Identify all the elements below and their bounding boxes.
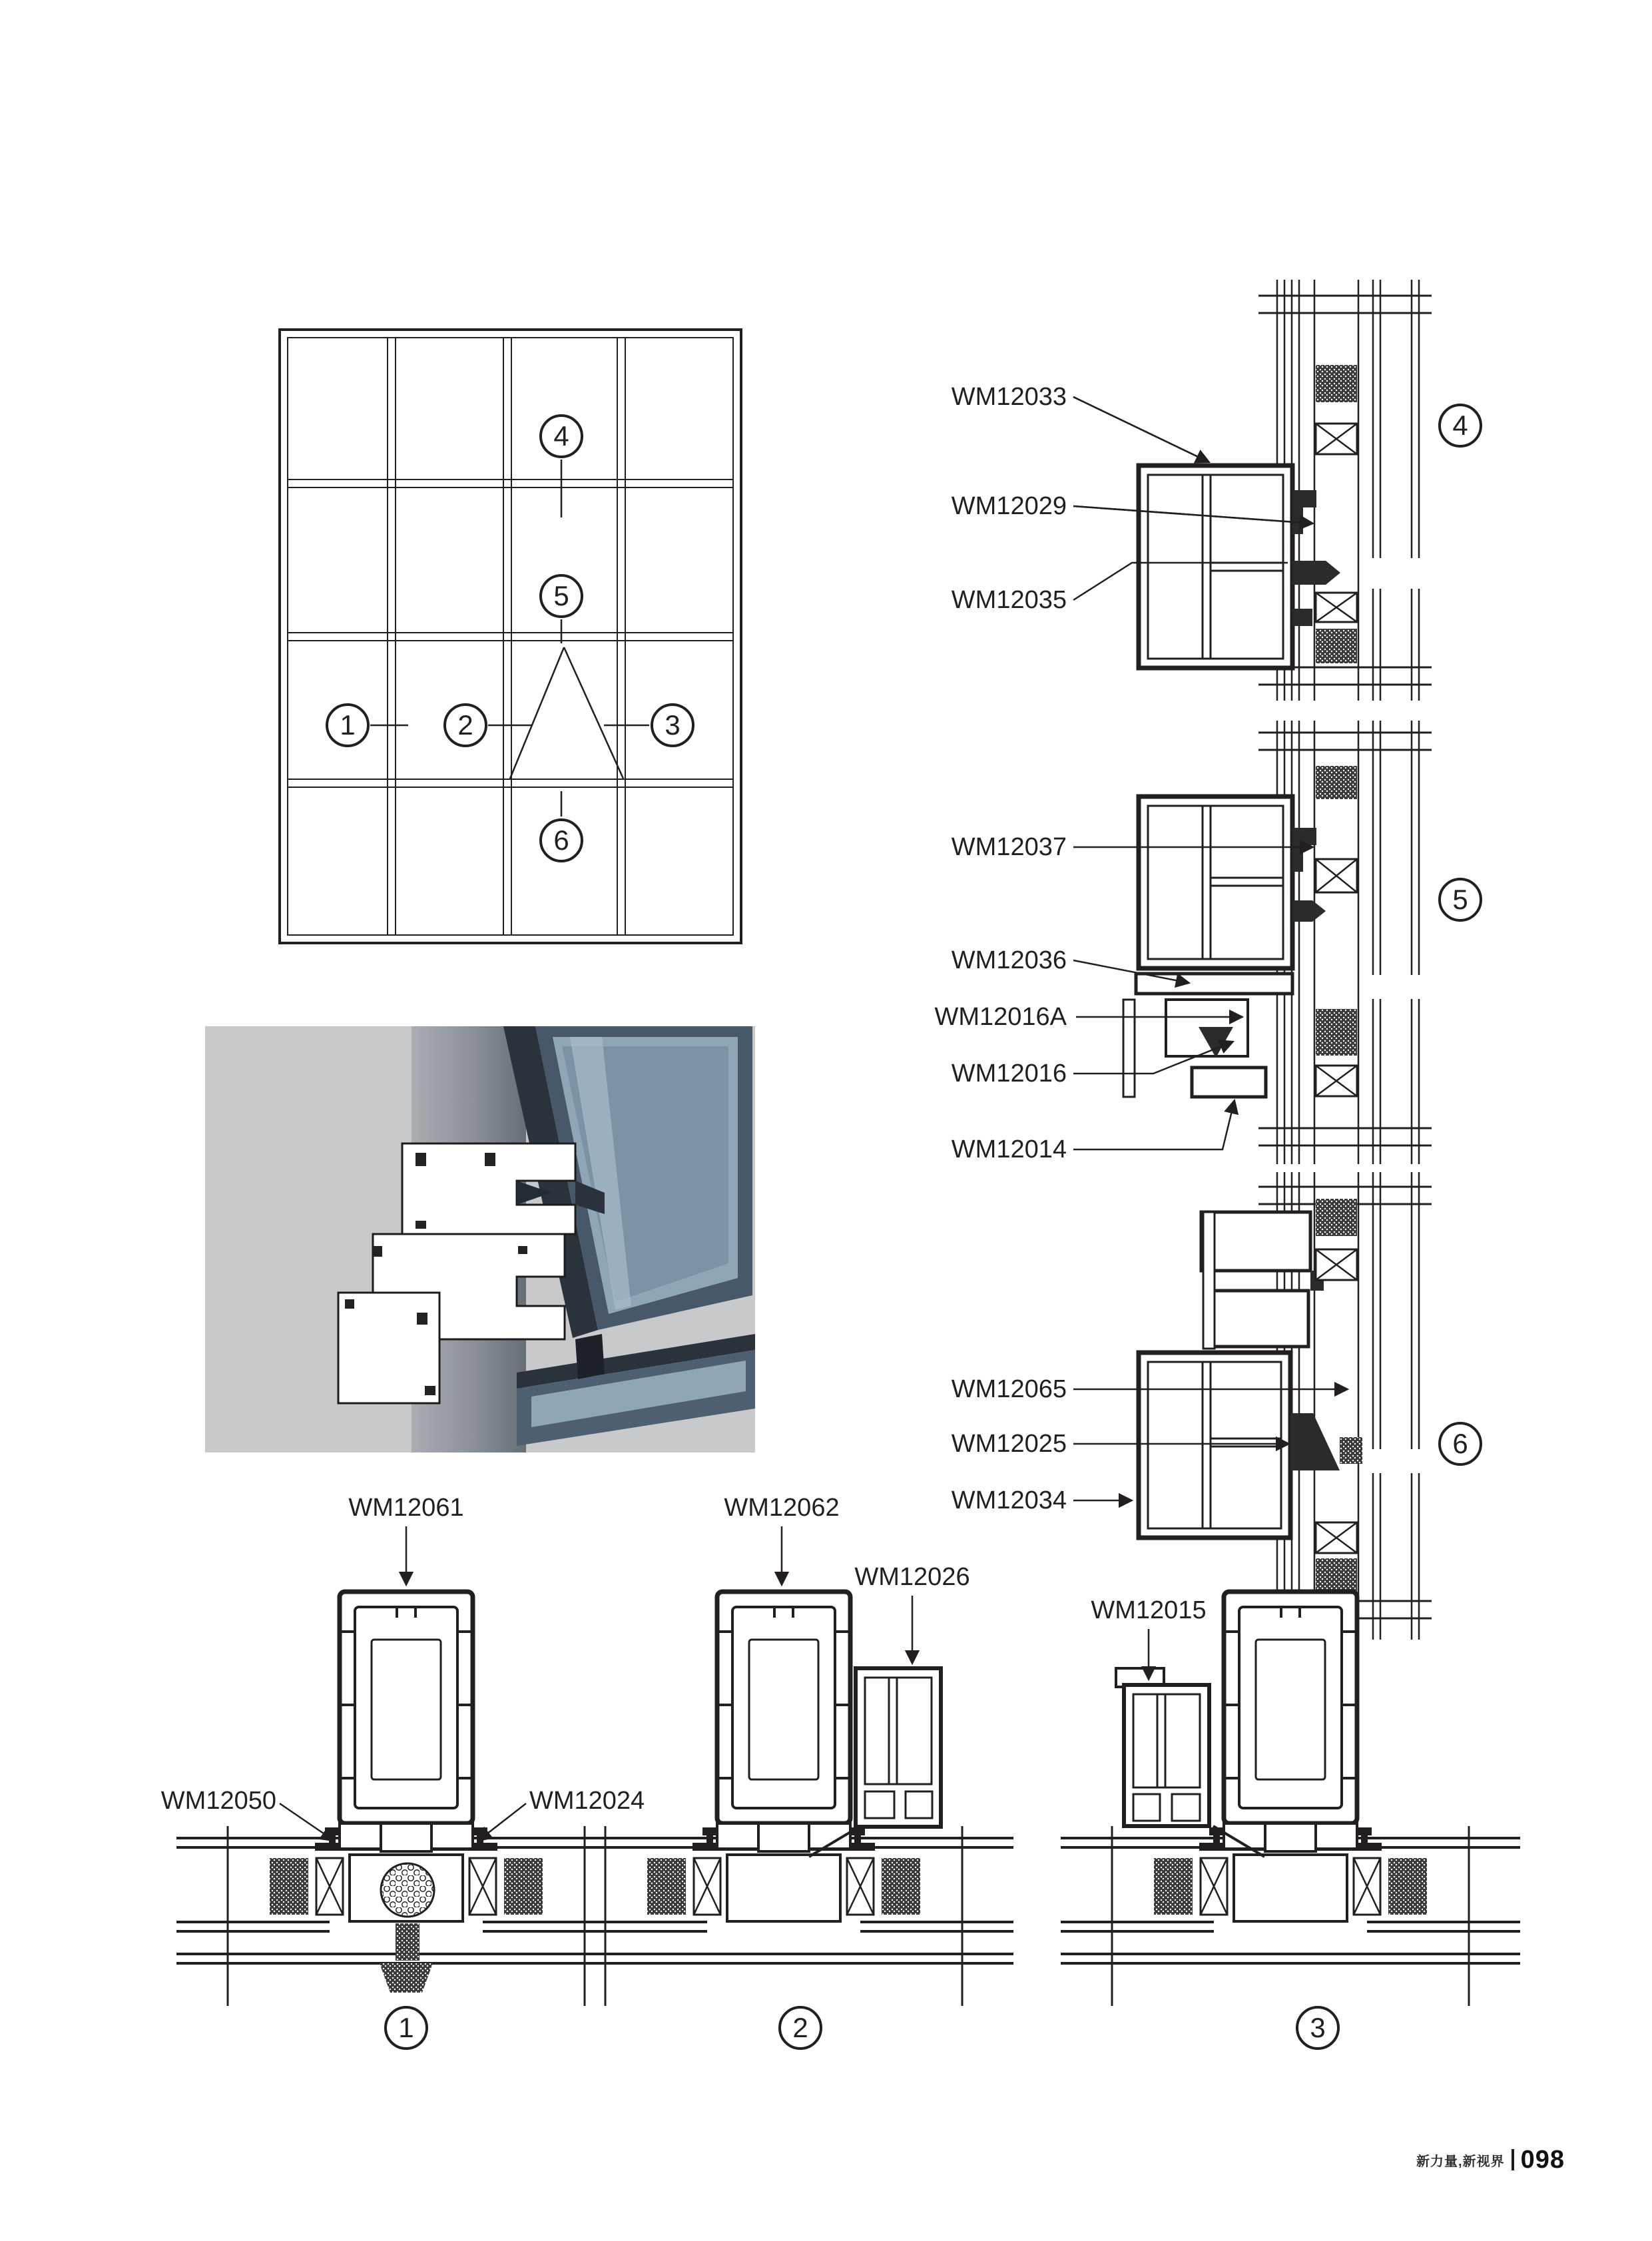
- label-wm12029: WM12029: [951, 492, 1067, 520]
- detail-4-callout: [1438, 404, 1482, 448]
- profile-render-art: [205, 1026, 755, 1452]
- callout-number: 1: [340, 709, 356, 741]
- detail-6-callout: [1438, 1422, 1482, 1466]
- elevation-callout-5: [539, 574, 583, 618]
- callout-number: 1: [398, 2012, 414, 2043]
- label-wm12050: WM12050: [160, 1787, 276, 1815]
- detail-5-callout: [1438, 878, 1482, 922]
- callout-number: 5: [553, 580, 569, 611]
- detail-1-callout: [384, 2006, 428, 2050]
- label-wm12034: WM12034: [951, 1486, 1067, 1514]
- label-wm12016a: WM12016A: [934, 1003, 1067, 1031]
- vent-triangle: [510, 647, 623, 779]
- detail-5-section: [1073, 721, 1432, 1164]
- label-wm12016: WM12016: [951, 1060, 1067, 1088]
- label-wm12036: WM12036: [951, 946, 1067, 974]
- callout-number: 3: [665, 709, 681, 741]
- label-wm12033: WM12033: [951, 383, 1067, 411]
- label-wm12035: WM12035: [951, 586, 1067, 614]
- elevation-callout-4: [539, 414, 583, 458]
- label-wm12037: WM12037: [951, 833, 1067, 861]
- label-wm12061: WM12061: [348, 1494, 464, 1522]
- callout-number: 2: [457, 709, 473, 741]
- elevation-callout-3: [651, 703, 694, 747]
- elevation-callout-6: [539, 818, 583, 862]
- detail-2-section: [554, 1526, 1013, 2006]
- callout-leaders: [370, 460, 649, 816]
- label-wm12062: WM12062: [724, 1494, 840, 1522]
- detail-6-section: [1073, 1172, 1432, 1640]
- label-wm12014: WM12014: [951, 1135, 1067, 1163]
- label-wm12024: WM12024: [529, 1787, 645, 1815]
- profile-render-image: [205, 1026, 755, 1452]
- footer-page-number: 098: [1520, 2145, 1565, 2174]
- footer-slogan: 新力量,新视界: [1416, 2154, 1505, 2169]
- detail-3-section: [1061, 1592, 1520, 2006]
- footer-divider: [1512, 2149, 1514, 2170]
- callout-number: 4: [553, 420, 569, 452]
- label-wm12065: WM12065: [951, 1375, 1067, 1403]
- label-wm12025: WM12025: [951, 1430, 1067, 1458]
- detail-3-callout: [1296, 2006, 1340, 2050]
- detail-4-section: [1073, 280, 1432, 701]
- callout-number: 4: [1452, 410, 1468, 441]
- elevation-grid: [280, 330, 741, 943]
- detail-1-section: [176, 1526, 636, 2006]
- callout-number: 6: [553, 824, 569, 856]
- elevation-callout-1: [326, 703, 370, 747]
- detail-2-callout: [778, 2006, 822, 2050]
- page-footer: [1416, 2144, 1565, 2175]
- label-wm12015: WM12015: [1091, 1596, 1207, 1624]
- callout-number: 3: [1310, 2012, 1326, 2043]
- elevation-callout-2: [443, 703, 487, 747]
- callout-number: 5: [1452, 884, 1468, 915]
- callout-number: 2: [792, 2012, 808, 2043]
- label-wm12026: WM12026: [854, 1563, 970, 1591]
- callout-number: 6: [1452, 1428, 1468, 1459]
